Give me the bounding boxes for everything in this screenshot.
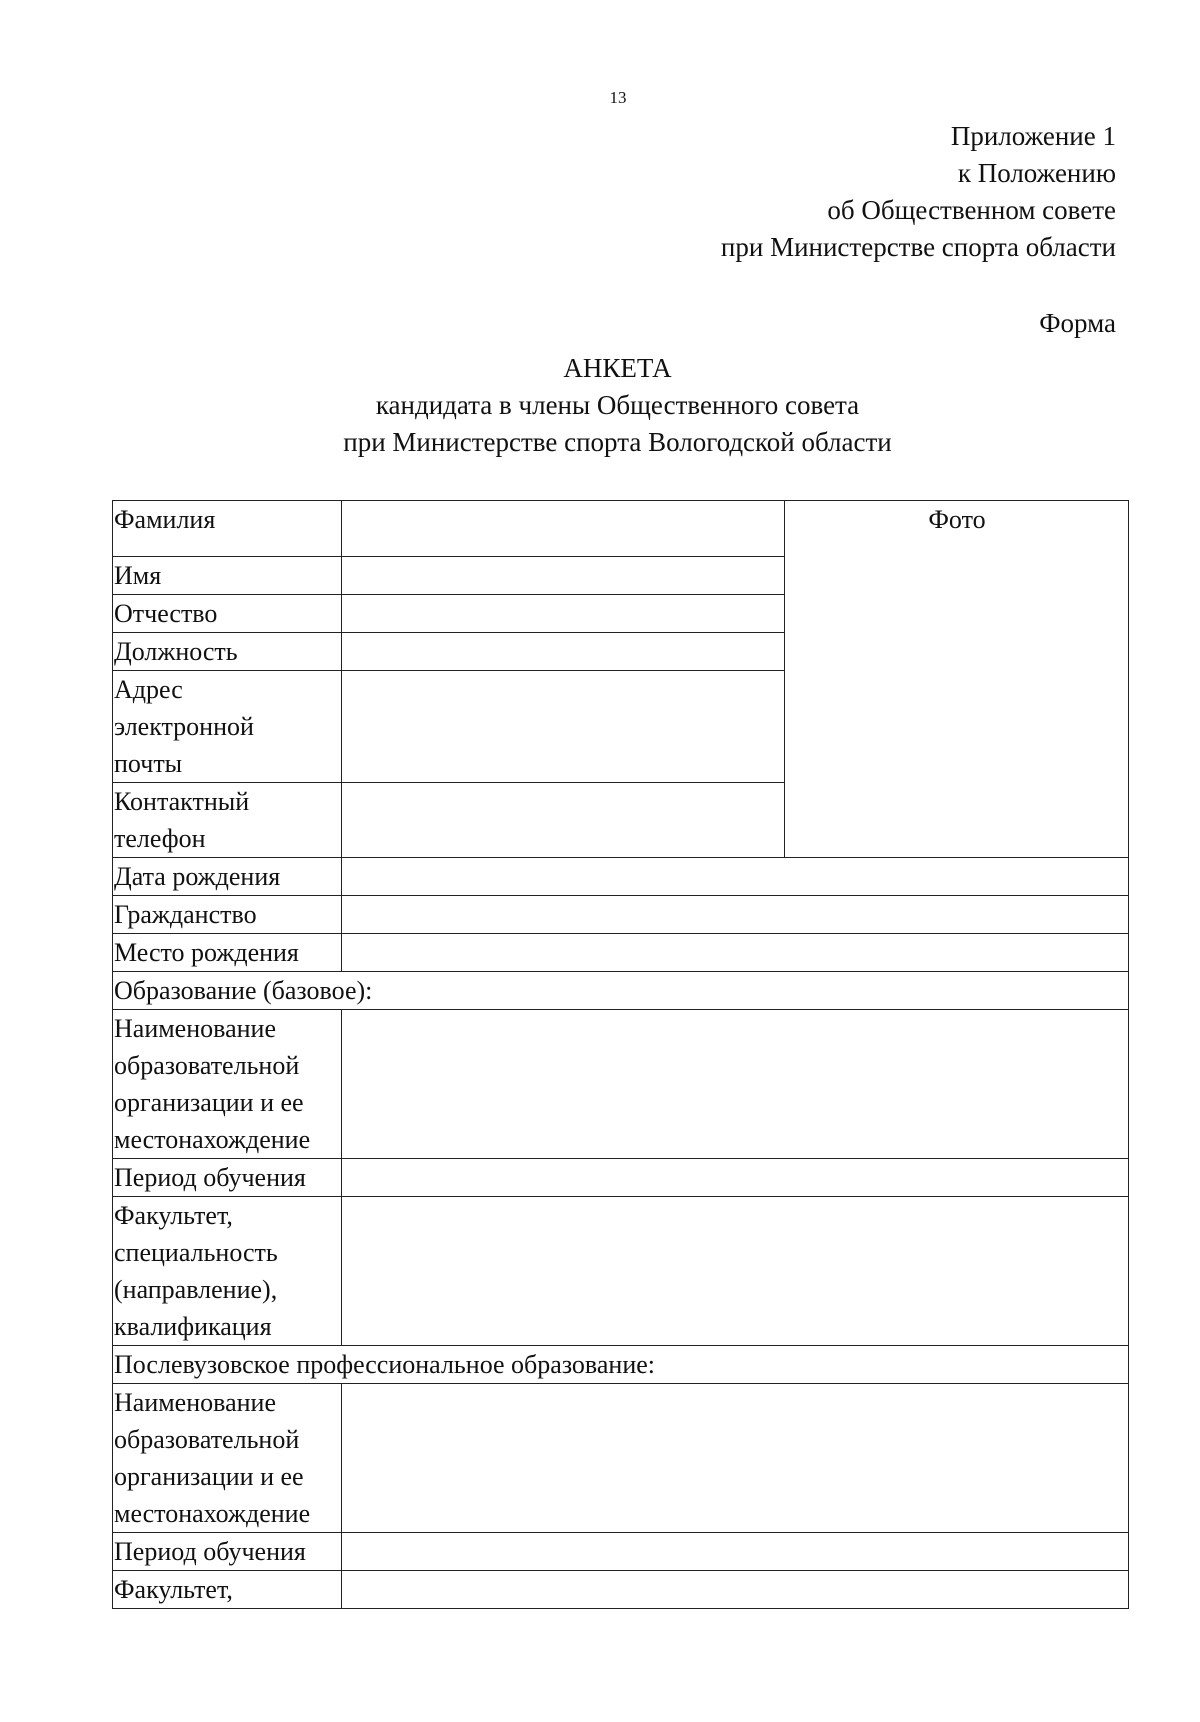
table-row <box>113 501 1129 557</box>
table-row <box>113 1159 1129 1197</box>
table-row <box>113 1346 1129 1384</box>
title-line-2: при Министерстве спорта Вологодской области <box>343 427 892 457</box>
email-field[interactable] <box>342 671 785 783</box>
label-edu-org: Наименование образовательной организации и ее местонахождение <box>113 1010 342 1159</box>
table-row <box>113 1571 1129 1609</box>
label-pg-org: Наименование образовательной организации и ее местонахождение <box>113 1384 342 1533</box>
appendix-line: об Общественном совете <box>827 195 1116 225</box>
title-line-1: кандидата в члены Общественного совета <box>375 390 860 420</box>
appendix-line: при Министерстве спорта области <box>720 232 1116 262</box>
edu-faculty-field[interactable] <box>342 1197 1129 1346</box>
pg-faculty-field[interactable] <box>342 1571 1129 1609</box>
edu-org-field[interactable] <box>342 1010 1129 1159</box>
label-birth-date: Дата рождения <box>113 858 342 896</box>
birth-place-field[interactable] <box>342 934 1129 972</box>
label-surname: Фамилия <box>113 501 342 557</box>
table-row <box>113 1533 1129 1571</box>
appendix-line: Приложение 1 <box>950 121 1116 151</box>
label-patronymic: Отчество <box>113 595 342 633</box>
table-row <box>113 896 1129 934</box>
table-row <box>113 1384 1129 1533</box>
label-position: Должность <box>113 633 342 671</box>
appendix-line: к Положению <box>957 158 1116 188</box>
label-birth-place: Место рождения <box>113 934 342 972</box>
label-pg-period: Период обучения <box>113 1533 342 1571</box>
table-row <box>113 1197 1129 1346</box>
form-label: Форма <box>1039 308 1116 338</box>
page-number: 13 <box>609 88 627 107</box>
label-edu-faculty: Факультет, специальность (направление), квалификация <box>113 1197 342 1346</box>
label-edu-period: Период обучения <box>113 1159 342 1197</box>
section-postgrad: Послевузовское профессиональное образование: <box>113 1346 1129 1384</box>
table-row <box>113 934 1129 972</box>
photo-box[interactable] <box>785 501 1129 858</box>
pg-org-field[interactable] <box>342 1384 1129 1533</box>
phone-field[interactable] <box>342 783 785 858</box>
section-education: Образование (базовое): <box>113 972 1129 1010</box>
birth-date-field[interactable] <box>342 858 1129 896</box>
title-heading: АНКЕТА <box>563 353 672 383</box>
name-field[interactable] <box>342 557 785 595</box>
table-row <box>113 1010 1129 1159</box>
label-phone: Контактный телефон <box>113 783 342 858</box>
label-pg-faculty: Факультет, <box>113 1571 342 1609</box>
citizenship-field[interactable] <box>342 896 1129 934</box>
label-email: Адрес электронной почты <box>113 671 342 783</box>
edu-period-field[interactable] <box>342 1159 1129 1197</box>
table-row <box>113 858 1129 896</box>
questionnaire-table <box>112 500 1129 1609</box>
table-row <box>113 972 1129 1010</box>
pg-period-field[interactable] <box>342 1533 1129 1571</box>
appendix-header <box>721 118 1116 266</box>
surname-field[interactable] <box>342 501 785 557</box>
document-title <box>300 350 935 461</box>
photo-label: Фото <box>928 505 986 534</box>
label-citizenship: Гражданство <box>113 896 342 934</box>
patronymic-field[interactable] <box>342 595 785 633</box>
position-field[interactable] <box>342 633 785 671</box>
label-name: Имя <box>113 557 342 595</box>
